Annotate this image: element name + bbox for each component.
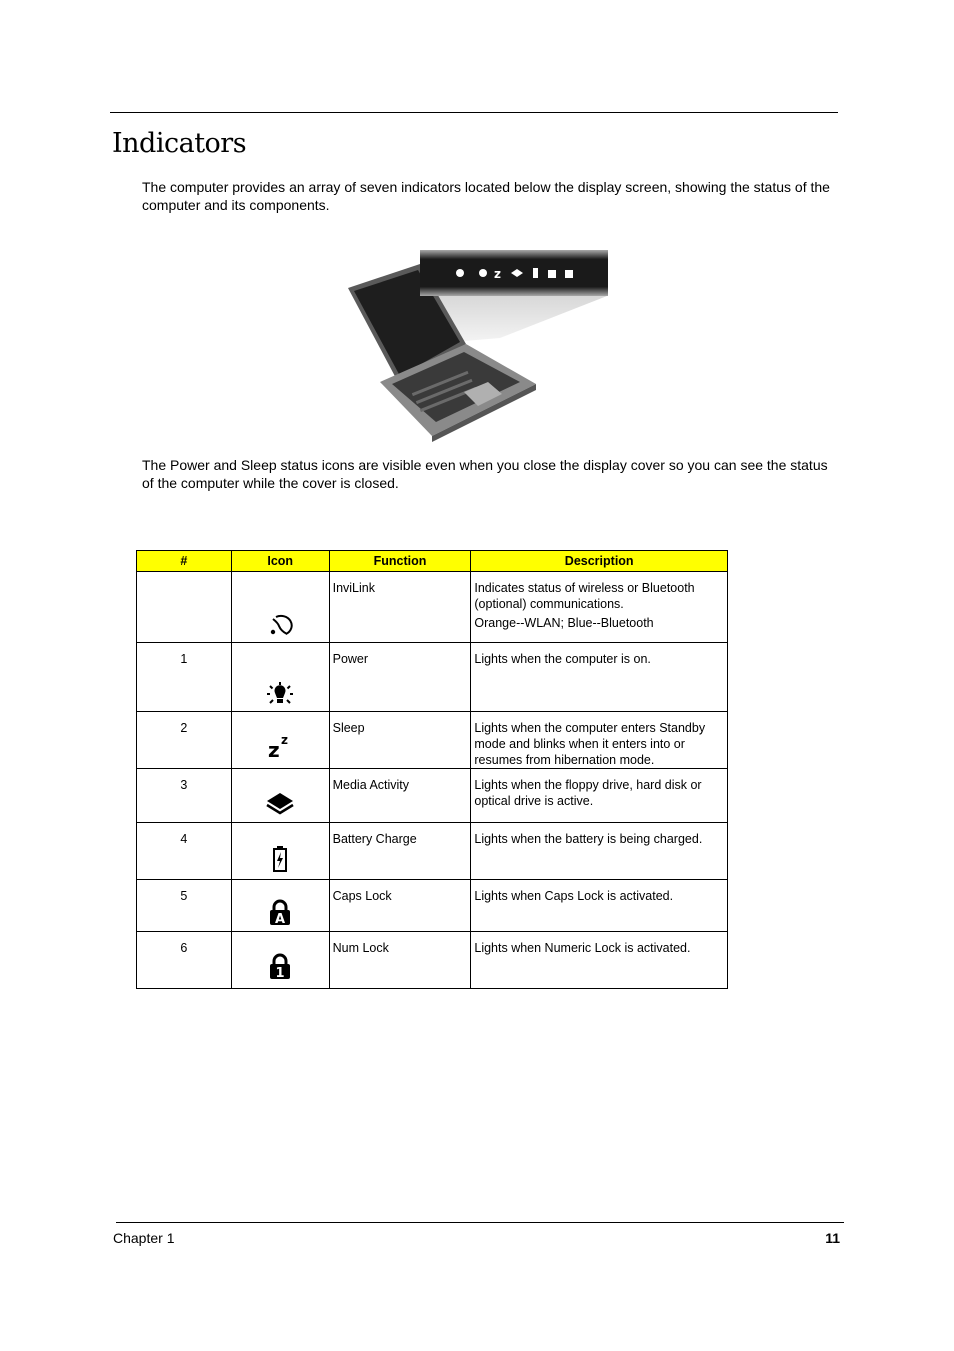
svg-text:z: z xyxy=(268,738,280,759)
row-function: Sleep xyxy=(329,712,471,769)
indicators-table xyxy=(136,550,728,989)
table-header-row xyxy=(137,551,728,572)
header-description: Description xyxy=(471,551,728,572)
header-function: Function xyxy=(329,551,471,572)
page-title: Indicators xyxy=(112,128,247,159)
table-row xyxy=(137,880,728,932)
svg-text:A: A xyxy=(275,912,286,926)
header-num: # xyxy=(137,551,232,572)
caps-lock-icon xyxy=(267,898,293,926)
table-row xyxy=(137,769,728,823)
row-description-note: Orange--WLAN; Blue--Bluetooth xyxy=(474,616,654,630)
row-function: Caps Lock xyxy=(329,880,471,932)
row-num: 5 xyxy=(137,880,232,932)
svg-text:z: z xyxy=(494,267,501,281)
laptop-indicators-illustration xyxy=(340,248,610,443)
row-description: Indicates status of wireless or Bluetooth (optional) communications. xyxy=(474,581,695,611)
table-row xyxy=(137,643,728,712)
sleep-icon xyxy=(267,733,293,759)
row-num: 1 xyxy=(137,643,232,712)
row-num: 3 xyxy=(137,769,232,823)
header-icon: Icon xyxy=(231,551,329,572)
header-rule xyxy=(110,112,838,113)
table-row xyxy=(137,572,728,643)
row-description: Lights when Numeric Lock is activated. xyxy=(471,932,728,989)
note-paragraph: The Power and Sleep status icons are visible even when you close the display cover so you can see the status of the computer while the cover is closed. xyxy=(142,457,828,491)
row-description: Lights when the battery is being charged. xyxy=(471,823,728,880)
row-function: Num Lock xyxy=(329,932,471,989)
row-num: 6 xyxy=(137,932,232,989)
power-icon xyxy=(266,681,294,709)
footer-rule xyxy=(116,1222,844,1223)
svg-text:1: 1 xyxy=(275,966,285,980)
num-lock-icon xyxy=(267,952,293,980)
row-function: Battery Charge xyxy=(329,823,471,880)
row-num xyxy=(137,572,232,643)
row-function: InviLink xyxy=(329,572,471,643)
table-row xyxy=(137,823,728,880)
row-function: Power xyxy=(329,643,471,712)
footer-page-number: 11 xyxy=(825,1230,840,1246)
svg-text:z: z xyxy=(281,733,289,747)
intro-paragraph: The computer provides an array of seven indicators located below the display screen, showing the status of the computer and its components. xyxy=(142,179,830,213)
invilink-icon xyxy=(267,612,293,638)
table-row xyxy=(137,712,728,769)
row-num: 2 xyxy=(137,712,232,769)
battery-charge-icon xyxy=(270,845,290,873)
row-description: Lights when the computer enters Standby mode and blinks when it enters into or resumes from hibernation mode. xyxy=(471,712,728,769)
media-activity-icon xyxy=(265,790,295,816)
row-num: 4 xyxy=(137,823,232,880)
table-row xyxy=(137,932,728,989)
row-description: Lights when the floppy drive, hard disk or optical drive is active. xyxy=(471,769,728,823)
footer-chapter: Chapter 1 xyxy=(113,1230,175,1246)
row-description: Lights when Caps Lock is activated. xyxy=(471,880,728,932)
row-description: Lights when the computer is on. xyxy=(471,643,728,712)
row-function: Media Activity xyxy=(329,769,471,823)
